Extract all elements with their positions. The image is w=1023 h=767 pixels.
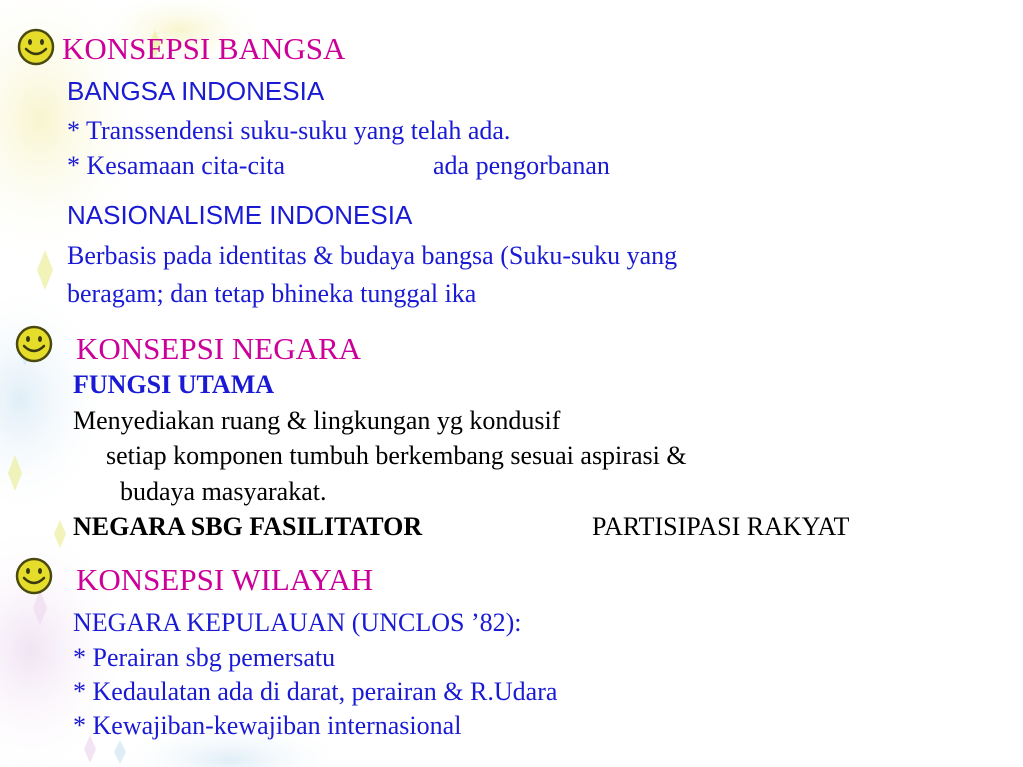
section-negara-subheading: FUNGSI UTAMA bbox=[73, 370, 275, 399]
section-wilayah-title: KONSEPSI WILAYAH bbox=[76, 562, 374, 597]
section-negara-title: KONSEPSI NEGARA bbox=[76, 331, 362, 366]
section-bangsa-title: KONSEPSI BANGSA bbox=[62, 31, 346, 66]
section-wilayah-line: * Perairan sbg pemersatu bbox=[73, 643, 336, 672]
section-bangsa-line: * Kesamaan cita-cita bbox=[67, 151, 285, 180]
smiley-icon bbox=[14, 556, 54, 596]
smiley-icon bbox=[14, 324, 54, 364]
section-wilayah-line: * Kedaulatan ada di darat, perairan & R.Udara bbox=[73, 677, 558, 706]
section-bangsa-subheading: NASIONALISME INDONESIA bbox=[67, 200, 413, 230]
section-wilayah-line: * Kewajiban-kewajiban internasional bbox=[73, 711, 462, 740]
section-bangsa-subheading: BANGSA INDONESIA bbox=[67, 76, 325, 106]
section-negara-line: Menyediakan ruang & lingkungan yg kondusif bbox=[73, 406, 561, 435]
section-bangsa-line: * Transsendensi suku-suku yang telah ada. bbox=[67, 116, 511, 145]
section-bangsa-line: beragam; dan tetap bhineka tunggal ika bbox=[67, 279, 477, 308]
section-bangsa-line: Berbasis pada identitas & budaya bangsa (Suku-suku yang bbox=[67, 241, 678, 270]
section-negara-line: setiap komponen tumbuh berkembang sesuai aspirasi & bbox=[106, 441, 687, 470]
section-negara-line: PARTISIPASI RAKYAT bbox=[592, 512, 850, 541]
section-negara-line: NEGARA SBG FASILITATOR bbox=[73, 512, 423, 541]
section-wilayah-line: NEGARA KEPULAUAN (UNCLOS ’82): bbox=[73, 608, 522, 637]
section-negara-line: budaya masyarakat. bbox=[120, 477, 327, 506]
section-bangsa-line: ada pengorbanan bbox=[433, 151, 610, 180]
smiley-icon bbox=[16, 27, 56, 67]
